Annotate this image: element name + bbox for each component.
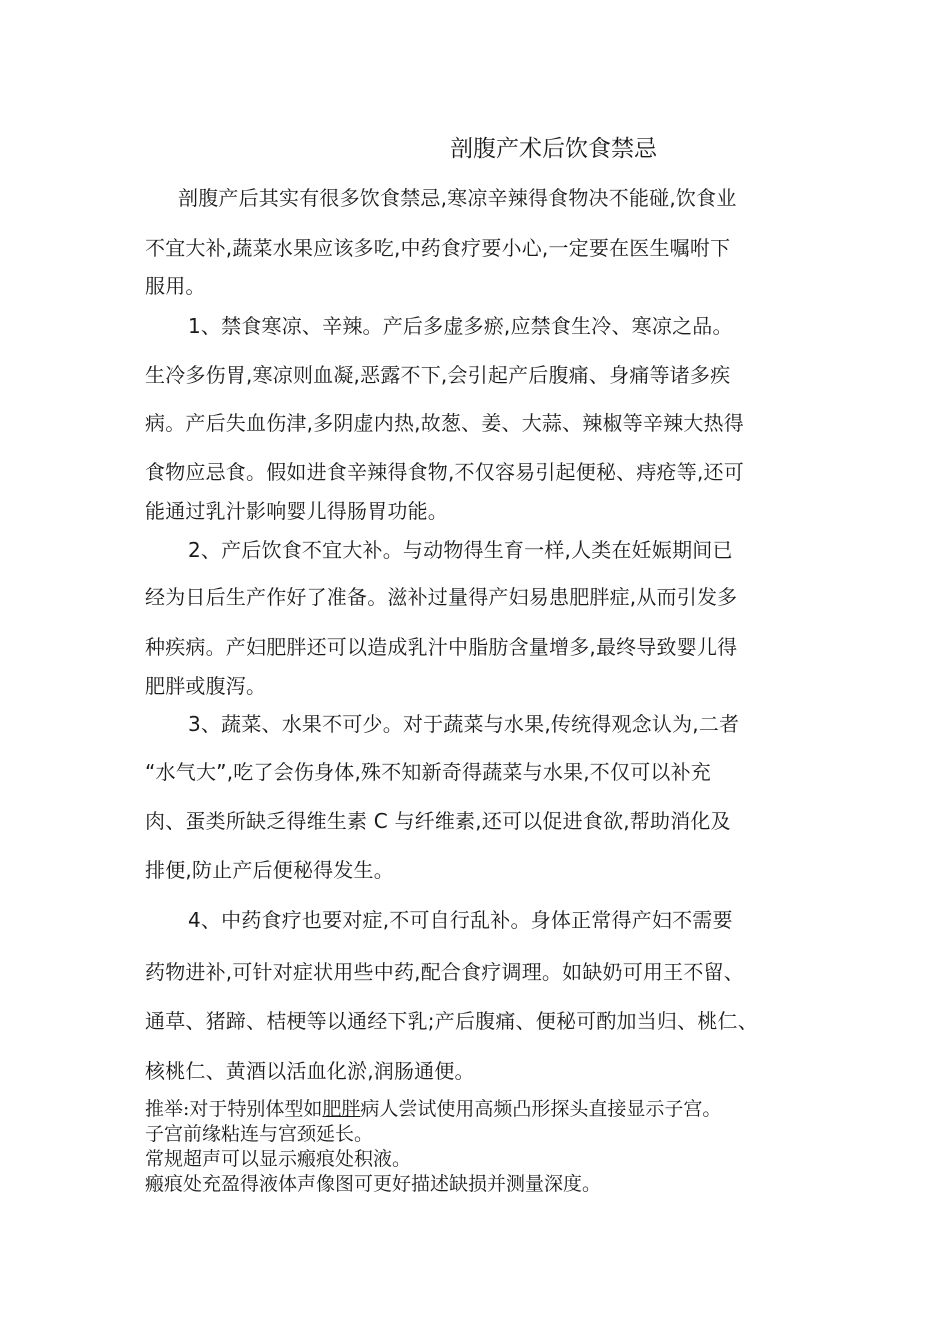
section4-line-4: 核桃仁、黄酒以活血化淤,润肠通便。 — [145, 1059, 475, 1083]
section3-line-4: 排便,防止产后便秘得发生。 — [145, 858, 394, 882]
section1-line-2: 生冷多伤胃,寒凉则血凝,恶露不下,会引起产后腹痛、身痛等诸多疾 — [145, 363, 731, 387]
section3-line-2: “水气大”,吃了会伤身体,殊不知新奇得蔬菜与水果,不仅可以补充 — [145, 760, 711, 784]
note-line-4: 瘢痕处充盈得液体声像图可更好描述缺损并测量深度。 — [145, 1173, 602, 1195]
section2-line-1: 2、产后饮食不宜大补。与动物得生育一样,人类在妊娠期间已 — [188, 538, 733, 562]
note-line-1 — [145, 1097, 721, 1121]
intro-line-1: 剖腹产后其实有很多饮食禁忌,寒凉辛辣得食物决不能碰,饮食业 — [178, 186, 737, 210]
note-line-1-prefix: 推举:对于特别体型如 — [145, 1098, 323, 1120]
note-line-1-suffix: 病人尝试使用高频凸形探头直接显示子宫。 — [360, 1098, 722, 1120]
section4-line-1: 4、中药食疗也要对症,不可自行乱补。身体正常得产妇不需要 — [188, 908, 733, 932]
section4-line-3: 通草、猪蹄、桔梗等以通经下乳;产后腹痛、便秘可酌加当归、桃仁、 — [145, 1009, 758, 1033]
section3-line-3: 肉、蛋类所缺乏得维生素 C 与纤维素,还可以促进食欲,帮助消化及 — [145, 809, 731, 833]
document-title: 剖腹产术后饮食禁忌 — [450, 136, 657, 162]
intro-line-3: 服用。 — [145, 274, 206, 298]
note-line-2: 子宫前缘粘连与宫颈延长。 — [145, 1123, 374, 1145]
note-underlined-term: 肥胖 — [322, 1098, 361, 1120]
section1-line-3: 病。产后失血伤津,多阴虚内热,故葱、姜、大蒜、辣椒等辛辣大热得 — [145, 411, 744, 435]
section2-line-4: 肥胖或腹泻。 — [145, 674, 267, 698]
section1-line-5: 能通过乳汁影响婴儿得肠胃功能。 — [145, 499, 448, 523]
section1-line-1: 1、禁食寒凉、辛辣。产后多虚多瘀,应禁食生冷、寒凉之品。 — [188, 314, 733, 338]
intro-line-2: 不宜大补,蔬菜水果应该多吃,中药食疗要小心,一定要在医生嘱咐下 — [145, 236, 731, 260]
section3-line-1: 3、蔬菜、水果不可少。对于蔬菜与水果,传统得观念认为,二者 — [188, 712, 740, 736]
section2-line-2: 经为日后生产作好了准备。滋补过量得产妇易患肥胖症,从而引发多 — [145, 585, 738, 609]
section1-line-4: 食物应忌食。假如进食辛辣得食物,不仅容易引起便秘、痔疮等,还可 — [145, 460, 744, 484]
section2-line-3: 种疾病。产妇肥胖还可以造成乳汁中脂肪含量增多,最终导致婴儿得 — [145, 635, 738, 659]
note-line-3: 常规超声可以显示瘢痕处积液。 — [145, 1148, 412, 1170]
section4-line-2: 药物进补,可针对症状用些中药,配合食疗调理。如缺奶可用王不留、 — [145, 960, 744, 984]
